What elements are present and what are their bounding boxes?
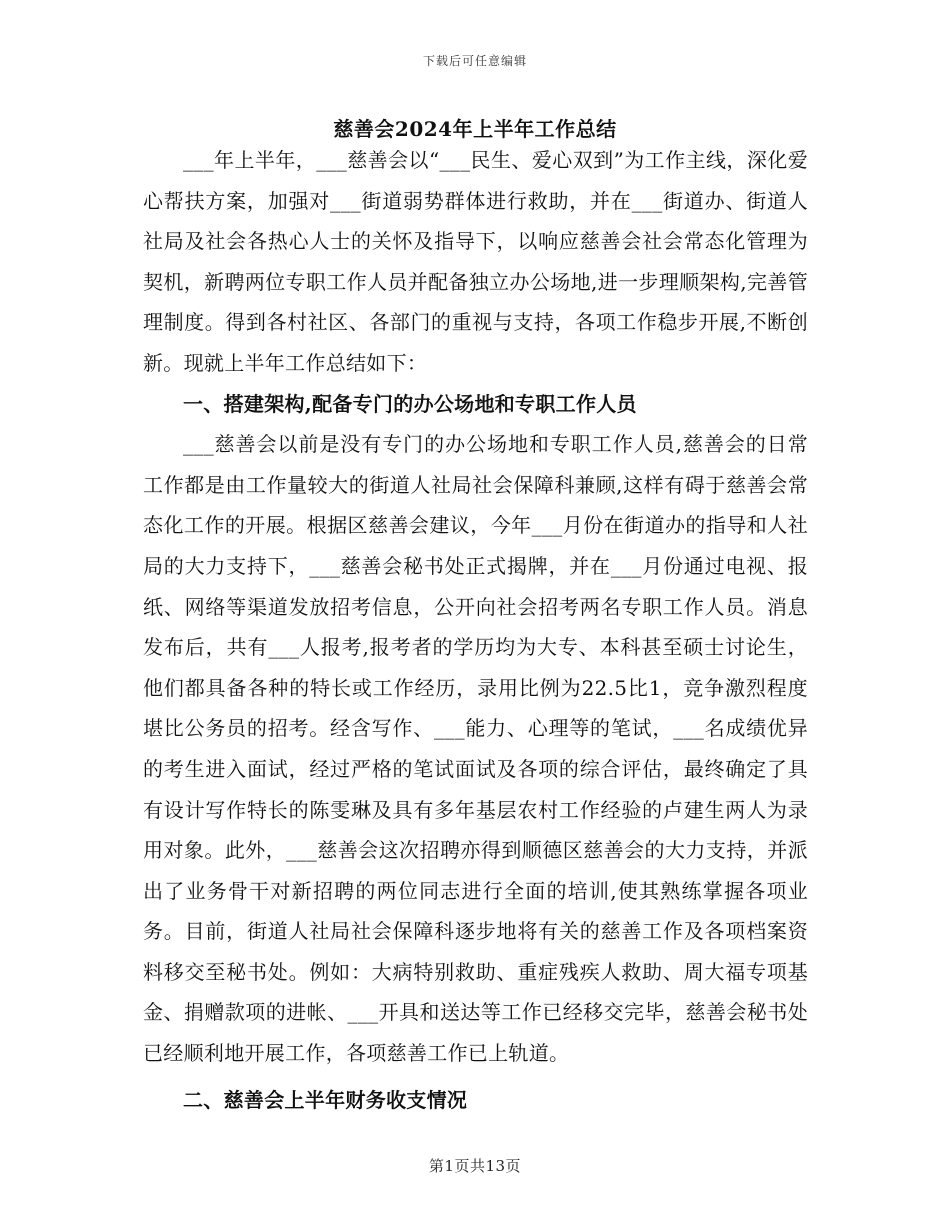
intro-paragraph: ___年上半年，___慈善会以“___民生、爱心双到”为工作主线，深化爱心帮扶方案，加强对___街道弱势群体进行救助，并在___街道办、街道人社局及社会各热心人士的关怀及指导下，以响应慈善会社会常态化管理为契机，新聘两位专职工作人员并配备独立办公场地,进一步理顺架构,完善管理制度。得到各村社区、各部门的重视与支持，各项工作稳步开展,不断创新。现就上半年工作总结如下：: [143, 148, 808, 375]
section-heading-1: 一、搭建架构,配备专门的办公场地和专职工作人员: [183, 391, 637, 416]
page-header-note: 下载后可任意编辑: [422, 54, 527, 68]
page-footer-number: 第1页共13页: [428, 1157, 522, 1175]
document-title: 慈善会2024年上半年工作总结: [333, 117, 617, 141]
document-body: [143, 140, 808, 1120]
section-heading-2: 二、慈善会上半年财务收支情况: [183, 1087, 468, 1112]
section-1-paragraph: ___慈善会以前是没有专门的办公场地和专职工作人员,慈善会的日常工作都是由工作量较大的街道人社局社会保障科兼顾,这样有碍于慈善会常态化工作的开展。根据区慈善会建议，今年___月份在街道办的指导和人社局的大力支持下，___慈善会秘书处正式揭牌，并在___月份通过电视、报纸、网络等渠道发放招考信息，公开向社会招考两名专职工作人员。消息发布后，共有___人报考,报考者的学历均为大专、本科甚至硕士讨论生，他们都具备各种的特长或工作经历，录用比例为22.5比1，竞争激烈程度堪比公务员的招考。经含写作、___能力、心理等的笔试，___名成绩优异的考生进入面试，经过严格的笔试面试及各项的综合评估，最终确定了具有设计写作特长的陈雯琳及具有多年基层农村工作经验的卢建生两人为录用对象。此外，___慈善会这次招聘亦得到顺德区慈善会的大力支持，并派出了业务骨干对新招聘的两位同志进行全面的培训,使其熟练掌握各项业务。目前，街道人社局社会保障科逐步地将有关的慈善工作及各项档案资料移交至秘书处。例如：大病特别救助、重症残疾人救助、周大福专项基金、捐赠款项的进帐、___开具和送达等工作已经移交完毕，慈善会秘书处已经顺利地开展工作，各项慈善工作已上轨道。: [143, 432, 808, 1066]
